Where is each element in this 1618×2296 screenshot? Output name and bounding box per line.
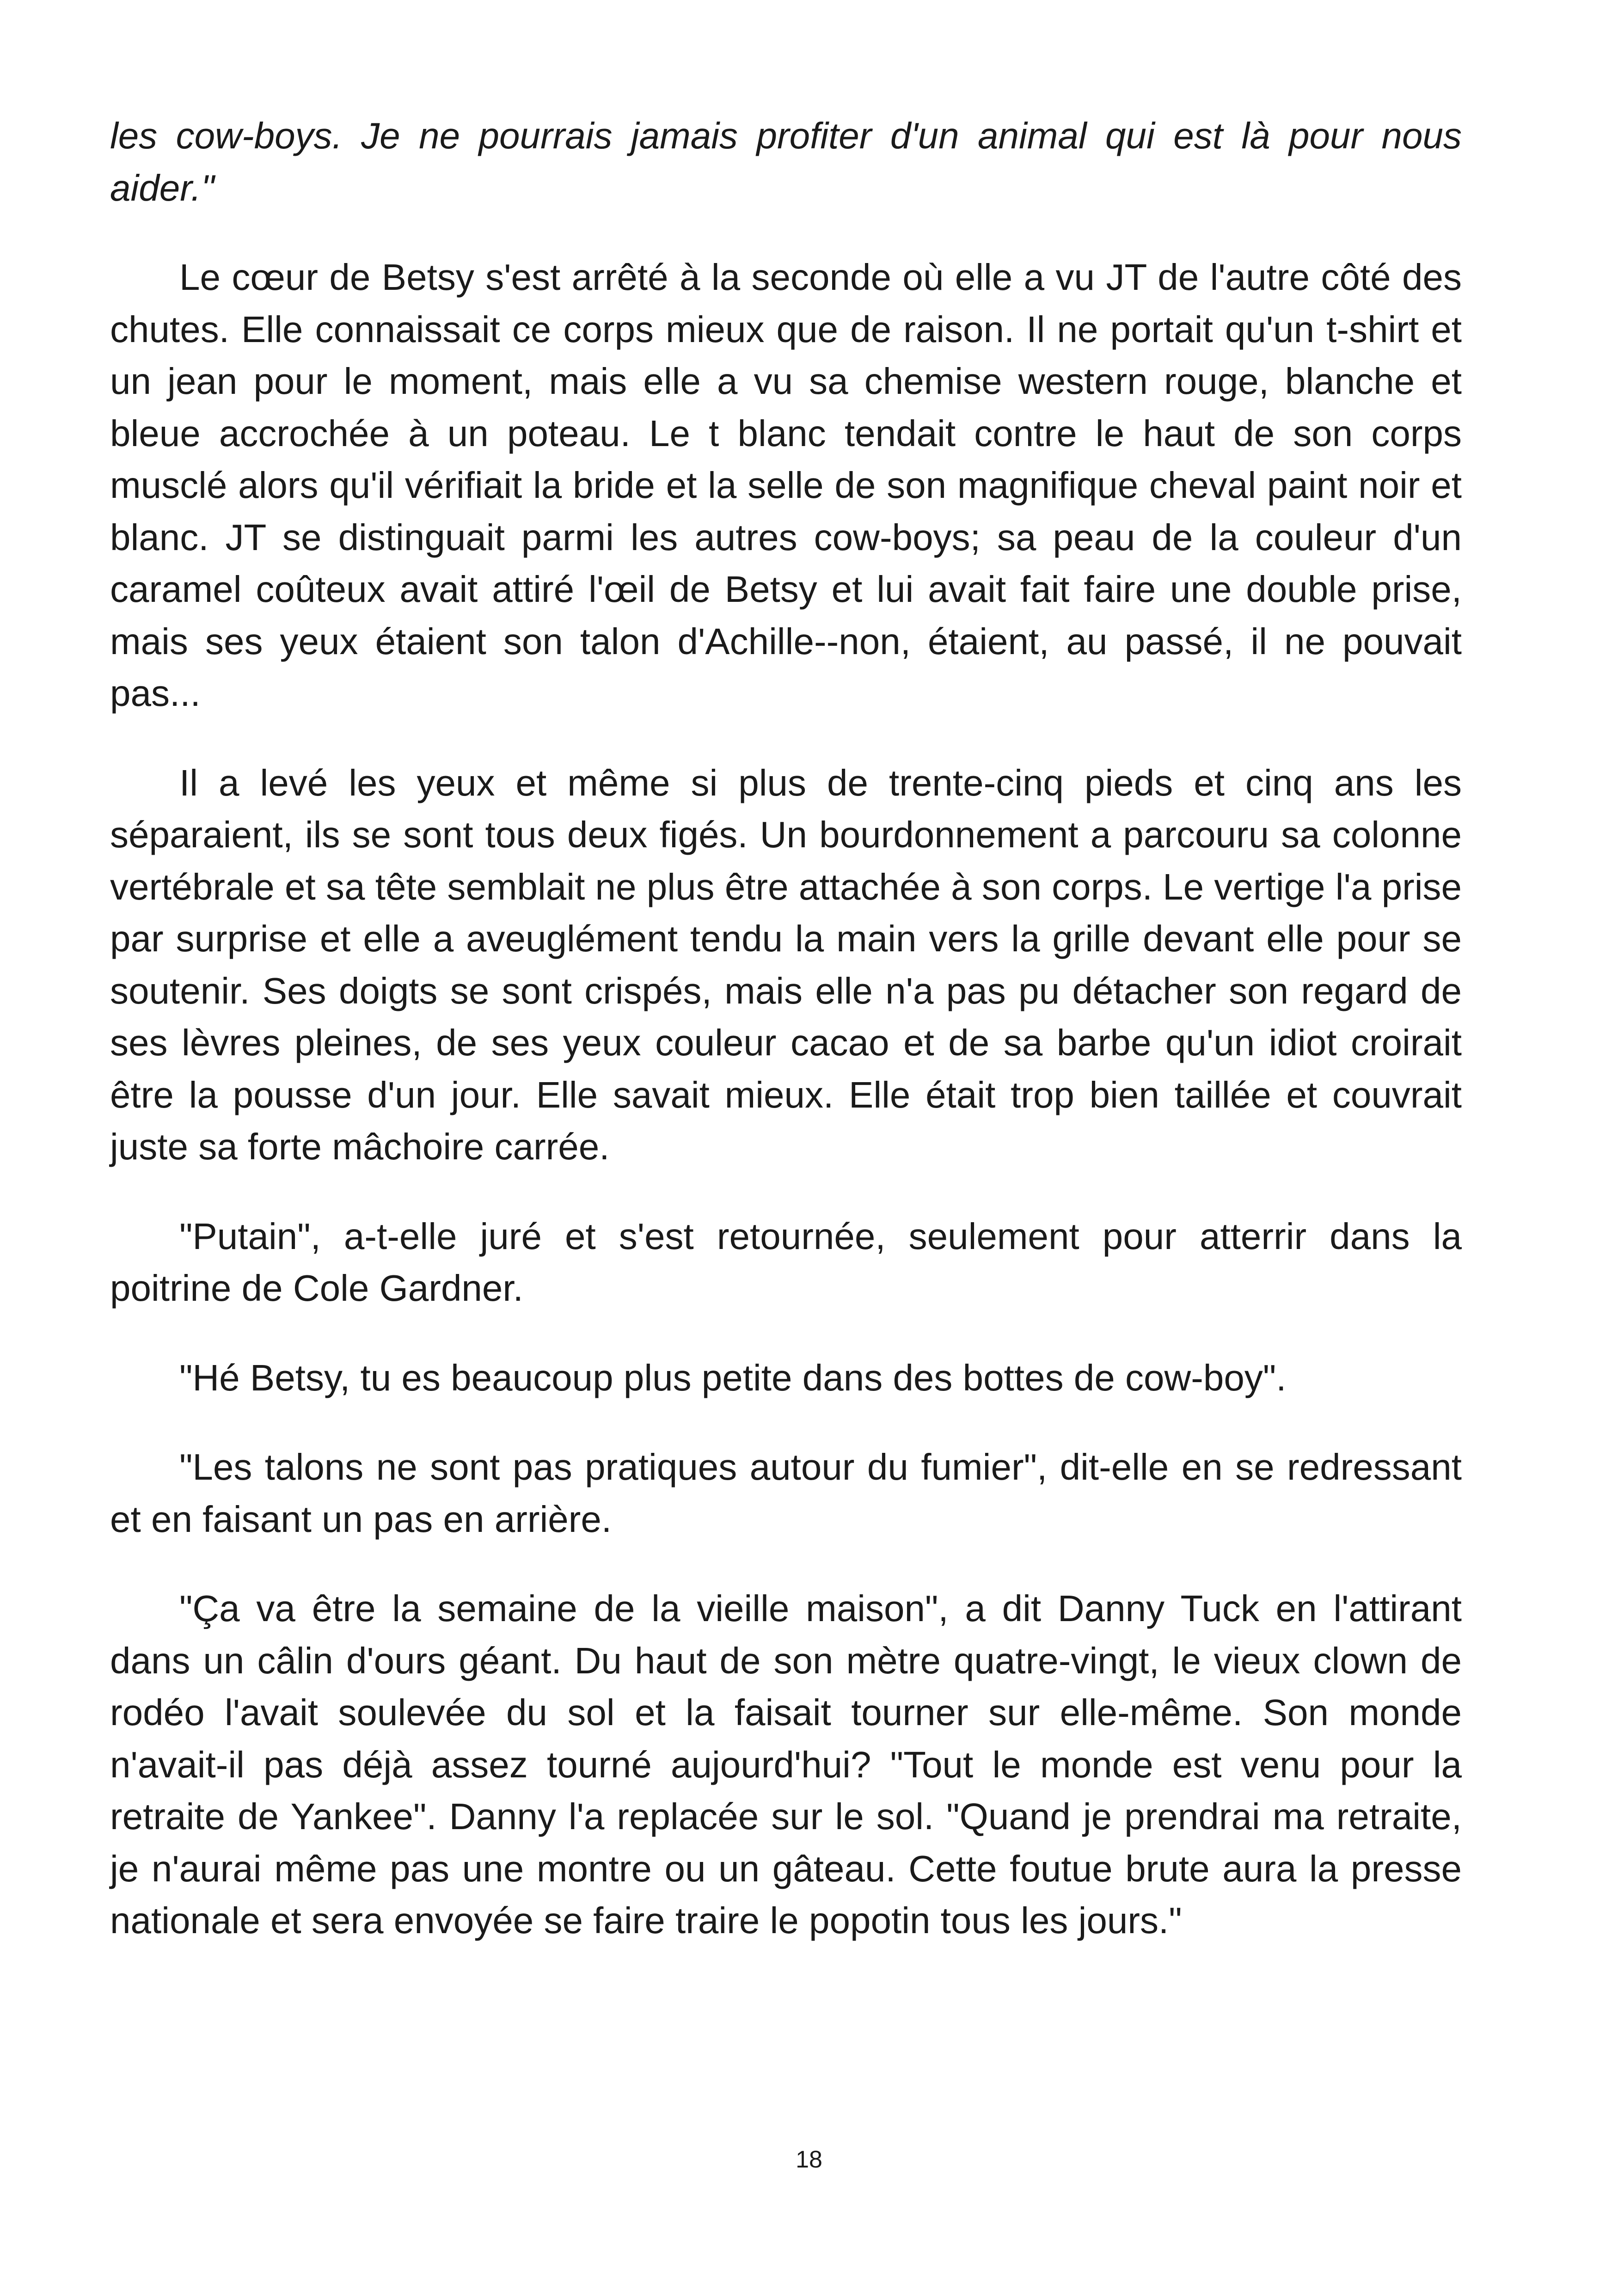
paragraph-continuation: les cow-boys. Je ne pourrais jamais profiter d'un animal qui est là pour nous aider.": [110, 115, 1462, 208]
paragraph: Il a levé les yeux et même si plus de trente-cinq pieds et cinq ans les séparaient, ils se sont tous deux figés. Un bourdonnement a parcouru sa colonne vertébrale et sa tête semblait ne plus être attachée à son corps. Le vertige l'a prise par surprise et elle a aveuglément tendu la main vers la grille devant elle pour se soutenir. Ses doigts se sont crispés, mais elle n'a pas pu détacher son regard de ses lèvres pleines, de ses yeux couleur cacao et de sa barbe qu'un idiot croirait être la pousse d'un jour. Elle savait mieux. Elle était trop bien taillée et couvrait juste sa forte mâchoire carrée.: [110, 762, 1462, 1167]
paragraph: "Les talons ne sont pas pratiques autour du fumier", dit-elle en se redressant et en faisant un pas en arrière.: [110, 1446, 1462, 1540]
paragraph: "Hé Betsy, tu es beaucoup plus petite dans des bottes de cow-boy".: [179, 1357, 1287, 1398]
body-text: [110, 110, 1462, 1984]
paragraph: Le cœur de Betsy s'est arrêté à la seconde où elle a vu JT de l'autre côté des chutes. Elle connaissait ce corps mieux que de raison. Il ne portait qu'un t-shirt et un jean pour le moment, mais elle a vu sa chemise western rouge, blanche et bleue accrochée à un poteau. Le t blanc tendait contre le haut de son corps musclé alors qu'il vérifiait la bride et la selle de son magnifique cheval paint noir et blanc. JT se distinguait parmi les autres cow-boys; sa peau de la couleur d'un caramel coûteux avait attiré l'œil de Betsy et lui avait fait faire une double prise, mais ses yeux étaient son talon d'Achille--non, étaient, au passé, il ne pouvait pas...: [110, 257, 1462, 714]
paragraph: "Putain", a-t-elle juré et s'est retournée, seulement pour atterrir dans la poitrine de Cole Gardner.: [110, 1215, 1462, 1309]
paragraph: "Ça va être la semaine de la vieille maison", a dit Danny Tuck en l'attirant dans un câlin d'ours géant. Du haut de son mètre quatre-vingt, le vieux clown de rodéo l'avait soulevée du sol et la faisait tourner sur elle-même. Son monde n'avait-il pas déjà assez tourné aujourd'hui? "Tout le monde est venu pour la retraite de Yankee". Danny l'a replacée sur le sol. "Quand je prendrai ma retraite, je n'aurai même pas une montre ou un gâteau. Cette foutue brute aura la presse nationale et sera envoyée se faire traire le popotin tous les jours.": [110, 1588, 1462, 1941]
page-number: 18: [796, 2146, 822, 2173]
